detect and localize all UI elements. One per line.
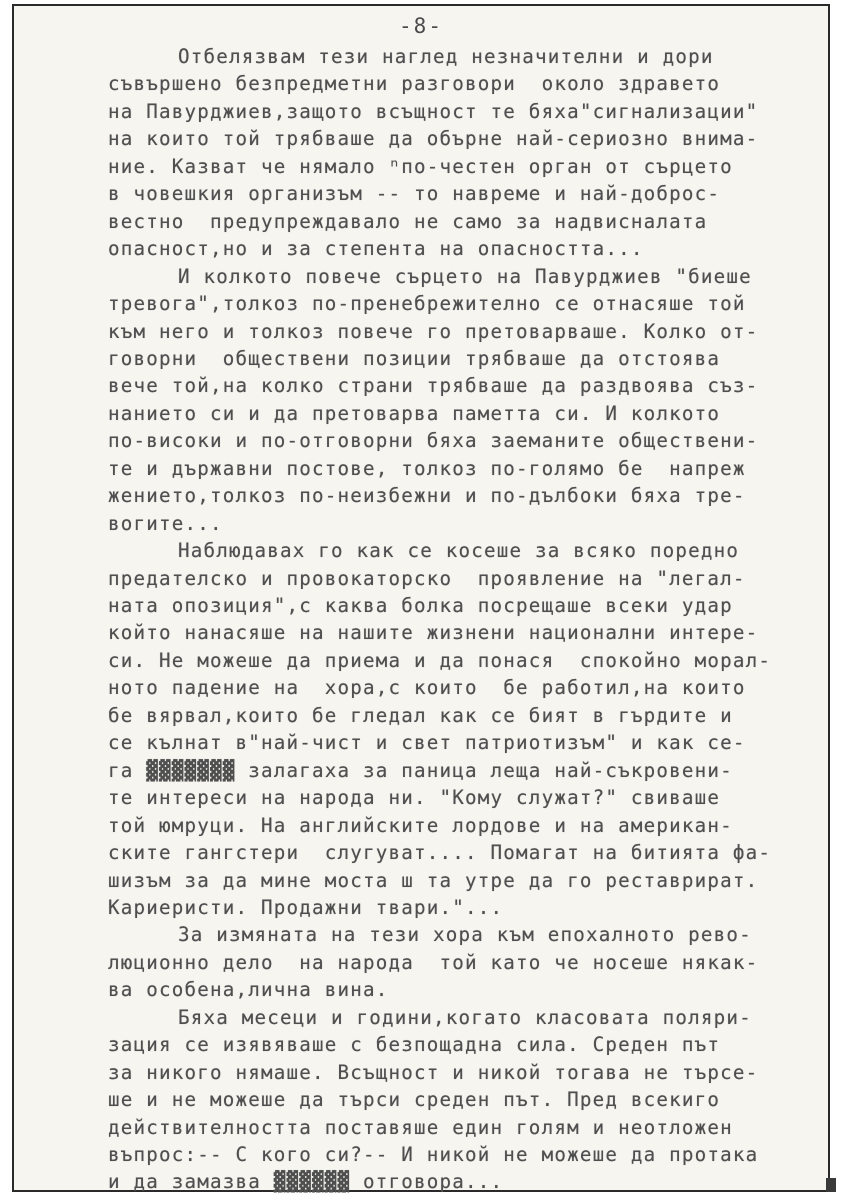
- text-line: предателско и провокаторско проявление на "легал-: [108, 566, 746, 590]
- text-line: на Павурджиев,защото всъщност те бяха"сигнализации": [108, 99, 759, 123]
- text-line: ските гангстери слугуват.... Помагат на битията фа-: [108, 841, 772, 865]
- text-line: в човешкия организъм -- то навреме и най-доброс-: [108, 182, 721, 206]
- text-line: ната опозиция",с каква болка посрещаше всеки удар: [108, 594, 733, 617]
- text-line: на които той трябваше да обърне най-сериозно внима-: [108, 127, 759, 151]
- text-line: по-високи и по-отговорни бяха заеманите обществени-: [108, 429, 759, 453]
- text-line: люционно дело на народа той като че носеше някак-: [108, 950, 759, 974]
- text-line: ние. Казват че нямало ⁠ⁿпо-честен орган от сърцето: [108, 154, 733, 178]
- text-line: За измяната на тези хора към епохалното рево-: [178, 923, 752, 947]
- text-line: вече той,на колко страни трябваше да раздвоява съз-: [108, 374, 759, 398]
- text-line: съвършено безпредметни разговори около здравето: [108, 72, 721, 96]
- text-line: се кълнат в"най-чист и свет патриотизъм" и как се-: [108, 731, 746, 755]
- text-line: към него и толкоз повече го претоварваше. Колко от-: [108, 319, 759, 343]
- text-line: който нанасяше на нашите жизнени национални интере-: [108, 621, 759, 645]
- text-line: шизъм за да мине моста ш та утре да го реставрират.: [108, 868, 759, 892]
- text-line: ното падение на хора,с които бе работил,на които: [108, 676, 746, 700]
- text-line: Наблюдавах го как се косеше за всяко поредно: [178, 539, 740, 563]
- text-line: Отбелязвам тези наглед незначителни и дори: [178, 45, 714, 68]
- text-line: те и държавни постове, толкоз по-голямо бе напреж: [108, 456, 746, 480]
- text-line: тревога",толкоз по-пренебрежително се отнасяше той: [108, 292, 746, 316]
- text-line: Бяха месеци и години,когато класовата поляри-: [178, 1005, 752, 1029]
- page-corner-mark: [826, 1178, 836, 1192]
- text-line: вогите...: [108, 511, 223, 535]
- text-line: ва особена,лична вина.: [108, 978, 389, 1002]
- text-line: И колкото повече сърцето на Павурджиев "биеше: [178, 264, 752, 288]
- text-line: Кариеристи. Продажни твари."...: [108, 895, 504, 919]
- text-line: вестно предупреждавало не само за надвисналата: [108, 209, 708, 233]
- text-line: жението,толкоз по-неизбежни и по-дълбоки бяха тре-: [108, 484, 746, 508]
- text-line: ше и не можеше да търси среден път. Пред всекиго: [108, 1088, 721, 1112]
- page-number: -8-: [399, 14, 443, 38]
- text-line: въпрос:-- С кого си?-- И никой не можеше да протака: [108, 1143, 759, 1166]
- text-line: той юмруци. На английските лордове и на американ-: [108, 813, 733, 837]
- text-line: нанието си и да претоварва паметта си. И колкото: [108, 401, 721, 425]
- text-line: га ▓▓▓▓▓▓▓ залагаха за паница леща най-съкровени-: [108, 758, 733, 782]
- text-line: те интереси на народа ни. "Кому служат?" свиваше: [108, 786, 721, 810]
- text-line: и да замазва ▓▓▓▓▓▓ отговора...: [108, 1170, 504, 1194]
- text-line: си. Не можеше да приема и да понася спокойно морал-: [108, 648, 772, 672]
- text-line: опасност,но и за степента на опасността...: [108, 237, 644, 261]
- text-line: действителността поставяше един голям и неотложен: [108, 1115, 733, 1139]
- text-line: за никого нямаше. Всъщност и никой тогава не търсе-: [108, 1060, 759, 1084]
- text-line: говорни обществени позиции трябваше да отстоява: [108, 346, 721, 370]
- text-line: бе вярвал,които бе гледал как се бият в гърдите и: [108, 703, 733, 727]
- text-line: зация се изявяваше с безпощадна сила. Среден път: [108, 1033, 721, 1057]
